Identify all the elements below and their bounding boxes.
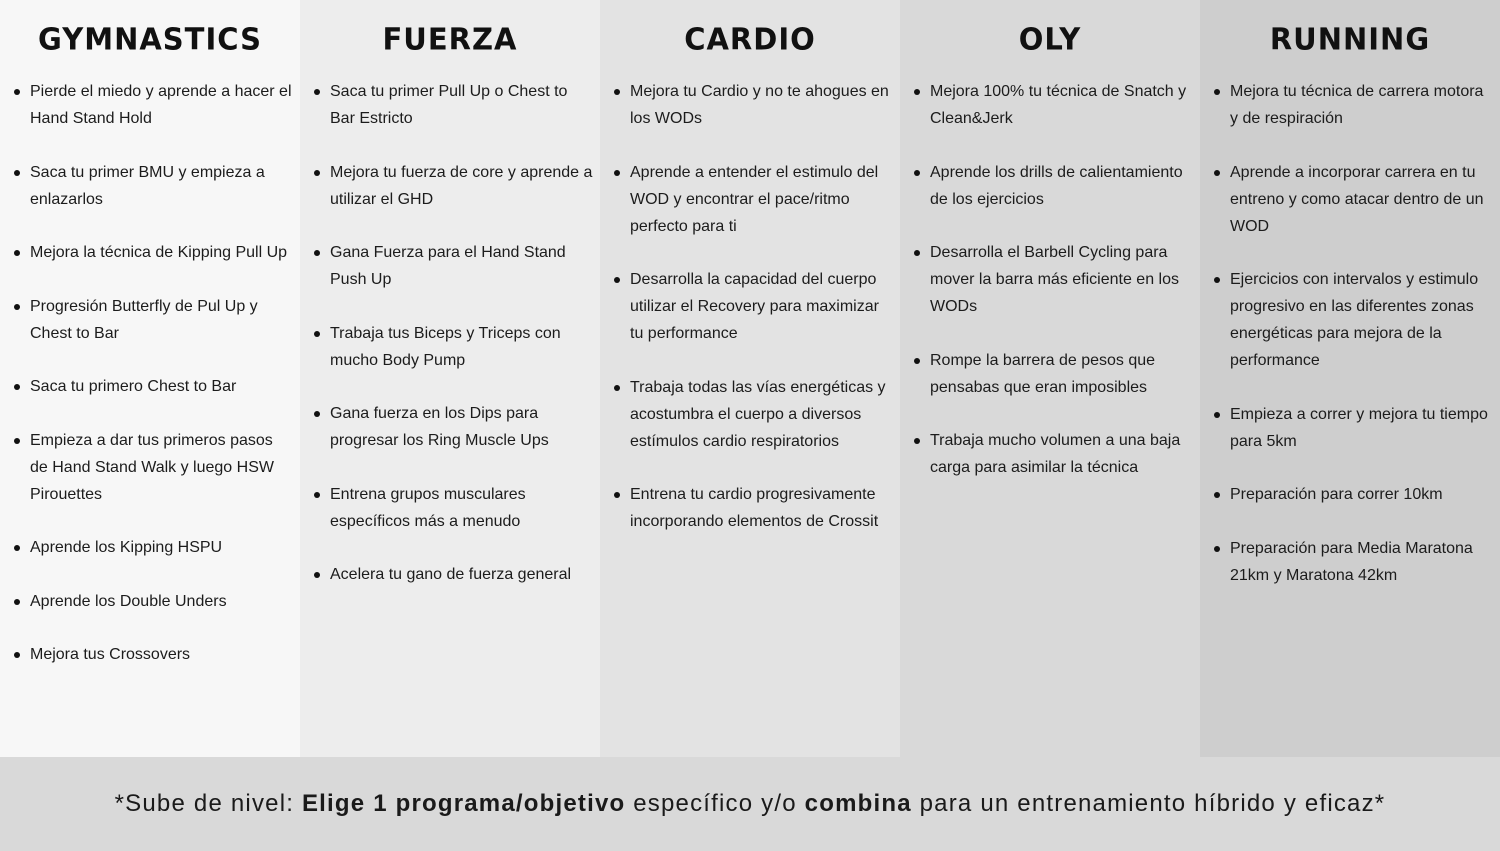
list-item — [614, 481, 894, 535]
list-item — [1214, 481, 1494, 508]
list-item-text: Gana fuerza en los Dips para progresar los Ring Muscle Ups — [330, 405, 549, 449]
footer-text-part: *Sube de nivel: — [114, 790, 302, 817]
item-list — [314, 78, 594, 588]
list-item — [1214, 266, 1494, 374]
list-item — [914, 427, 1194, 481]
bullet-icon — [614, 89, 620, 95]
list-item-text: Acelera tu gano de fuerza general — [330, 566, 572, 583]
list-item-text: Mejora 100% tu técnica de Snatch y Clean&Jerk — [930, 83, 1187, 127]
list-item — [314, 481, 594, 535]
list-item — [314, 320, 594, 374]
column-title: GYMNASTICS — [38, 21, 262, 57]
list-item-text: Aprende los drills de calientamiento de los ejercicios — [930, 163, 1183, 208]
list-item-text: Aprende a incorporar carrera en tu entreno y como atacar dentro de un WOD — [1230, 163, 1484, 235]
list-item — [14, 239, 294, 266]
list-item — [1214, 535, 1494, 589]
bullet-icon — [1214, 546, 1220, 552]
list-item-text: Rompe la barrera de pesos que pensabas que eran imposibles — [930, 351, 1156, 396]
list-item-text: Saca tu primero Chest to Bar — [30, 378, 237, 395]
list-item-text: Mejora tu fuerza de core y aprende a utilizar el GHD — [330, 163, 593, 208]
list-item-text: Progresión Butterfly de Pul Up y Chest to Bar — [30, 297, 258, 342]
bullet-icon — [914, 358, 920, 364]
list-item — [614, 374, 894, 455]
list-item-text: Trabaja mucho volumen a una baja carga para asimilar la técnica — [930, 432, 1181, 476]
list-item — [614, 266, 894, 347]
bullet-icon — [14, 89, 20, 95]
column-oly — [900, 0, 1200, 757]
list-item — [14, 293, 294, 347]
bullet-icon — [614, 492, 620, 498]
item-list — [614, 78, 894, 535]
list-item — [314, 561, 594, 588]
list-item — [14, 641, 294, 668]
bullet-icon — [1214, 492, 1220, 498]
list-item-text: Preparación para Media Maratona 21km y Maratona 42km — [1230, 539, 1473, 584]
list-item — [14, 373, 294, 400]
bullet-icon — [614, 385, 620, 391]
column-running — [1200, 0, 1500, 757]
list-item-text: Gana Fuerza para el Hand Stand Push Up — [330, 244, 566, 288]
list-item — [314, 239, 594, 293]
list-item — [14, 159, 294, 213]
list-item-text: Saca tu primer Pull Up o Chest to Bar Estricto — [330, 83, 568, 127]
list-item-text: Preparación para correr 10km — [1230, 486, 1443, 503]
list-item — [914, 159, 1194, 213]
list-item-text: Entrena tu cardio progresivamente incorporando elementos de Crossit — [630, 486, 879, 530]
list-item — [314, 159, 594, 213]
footer-text-bold: Elige 1 programa/objetivo — [301, 790, 626, 817]
list-item — [914, 347, 1194, 401]
bullet-icon — [314, 492, 320, 498]
list-item — [14, 534, 294, 561]
list-item-text: Mejora la técnica de Kipping Pull Up — [30, 244, 288, 261]
footer-text-part: para un entrenamiento híbrido y eficaz* — [911, 790, 1386, 817]
list-item — [314, 78, 594, 132]
list-item — [14, 78, 294, 132]
list-item — [914, 239, 1194, 320]
bullet-icon — [1214, 170, 1220, 176]
bullet-icon — [1214, 89, 1220, 95]
bullet-icon — [314, 250, 320, 256]
footer-banner — [0, 757, 1500, 851]
list-item-text: Ejercicios con intervalos y estimulo progresivo en las diferentes zonas energéticas para mejora de la performance — [1230, 271, 1479, 369]
bullet-icon — [1214, 412, 1220, 418]
bullet-icon — [14, 545, 20, 551]
list-item-text: Empieza a correr y mejora tu tiempo para 5km — [1230, 405, 1488, 450]
list-item-text: Entrena grupos musculares específicos más a menudo — [330, 485, 526, 530]
list-item-text: Desarrolla la capacidad del cuerpo utilizar el Recovery para maximizar tu performance — [630, 271, 879, 342]
list-item — [914, 78, 1194, 132]
column-fuerza — [300, 0, 600, 757]
footer-text-part: específico y/o — [625, 790, 805, 817]
column-gymnastics — [0, 0, 300, 757]
bullet-icon — [1214, 277, 1220, 283]
footer-text-bold: combina — [804, 790, 912, 817]
bullet-icon — [314, 89, 320, 95]
bullet-icon — [914, 89, 920, 95]
column-title: FUERZA — [382, 21, 518, 57]
bullet-icon — [14, 250, 20, 256]
column-cardio — [600, 0, 900, 757]
footer-text — [115, 790, 1386, 818]
bullet-icon — [14, 170, 20, 176]
list-item — [1214, 401, 1494, 455]
bullet-icon — [914, 438, 920, 444]
item-list — [1214, 78, 1494, 589]
bullet-icon — [14, 652, 20, 658]
item-list — [14, 78, 294, 668]
bullet-icon — [14, 599, 20, 605]
item-list — [914, 78, 1194, 481]
list-item-text: Pierde el miedo y aprende a hacer el Hand Stand Hold — [30, 83, 292, 127]
list-item — [614, 159, 894, 240]
list-item-text: Mejora tu Cardio y no te ahogues en los WODs — [630, 83, 889, 127]
list-item — [14, 427, 294, 508]
bullet-icon — [614, 277, 620, 283]
bullet-icon — [14, 438, 20, 444]
list-item-text: Empieza a dar tus primeros pasos de Hand Stand Walk y luego HSW Pirouettes — [30, 431, 274, 503]
list-item — [614, 78, 894, 132]
list-item-text: Mejora tu técnica de carrera motora y de respiración — [1230, 83, 1484, 127]
bullet-icon — [14, 304, 20, 310]
list-item — [1214, 78, 1494, 132]
bullet-icon — [314, 170, 320, 176]
list-item-text: Mejora tus Crossovers — [30, 646, 191, 663]
bullet-icon — [314, 411, 320, 417]
list-item-text: Trabaja tus Biceps y Triceps con mucho Body Pump — [330, 324, 561, 369]
bullet-icon — [914, 170, 920, 176]
list-item-text: Aprende los Double Unders — [30, 592, 227, 610]
bullet-icon — [314, 331, 320, 337]
bullet-icon — [914, 250, 920, 256]
list-item — [14, 588, 294, 615]
bullet-icon — [314, 572, 320, 578]
list-item-text: Aprende los Kipping HSPU — [30, 539, 223, 556]
bullet-icon — [14, 384, 20, 390]
column-title: CARDIO — [684, 21, 816, 57]
list-item-text: Aprende a entender el estimulo del WOD y encontrar el pace/ritmo perfecto para ti — [630, 163, 879, 235]
list-item-text: Desarrolla el Barbell Cycling para mover la barra más eficiente en los WODs — [930, 244, 1179, 315]
list-item — [314, 400, 594, 454]
list-item-text: Saca tu primer BMU y empieza a enlazarlos — [30, 163, 265, 208]
column-title: RUNNING — [1269, 21, 1431, 57]
list-item-text: Trabaja todas las vías energéticas y acostumbra el cuerpo a diversos estímulos cardio respiratorios — [630, 378, 886, 450]
bullet-icon — [614, 170, 620, 176]
column-title: OLY — [1018, 21, 1082, 57]
list-item — [1214, 159, 1494, 240]
